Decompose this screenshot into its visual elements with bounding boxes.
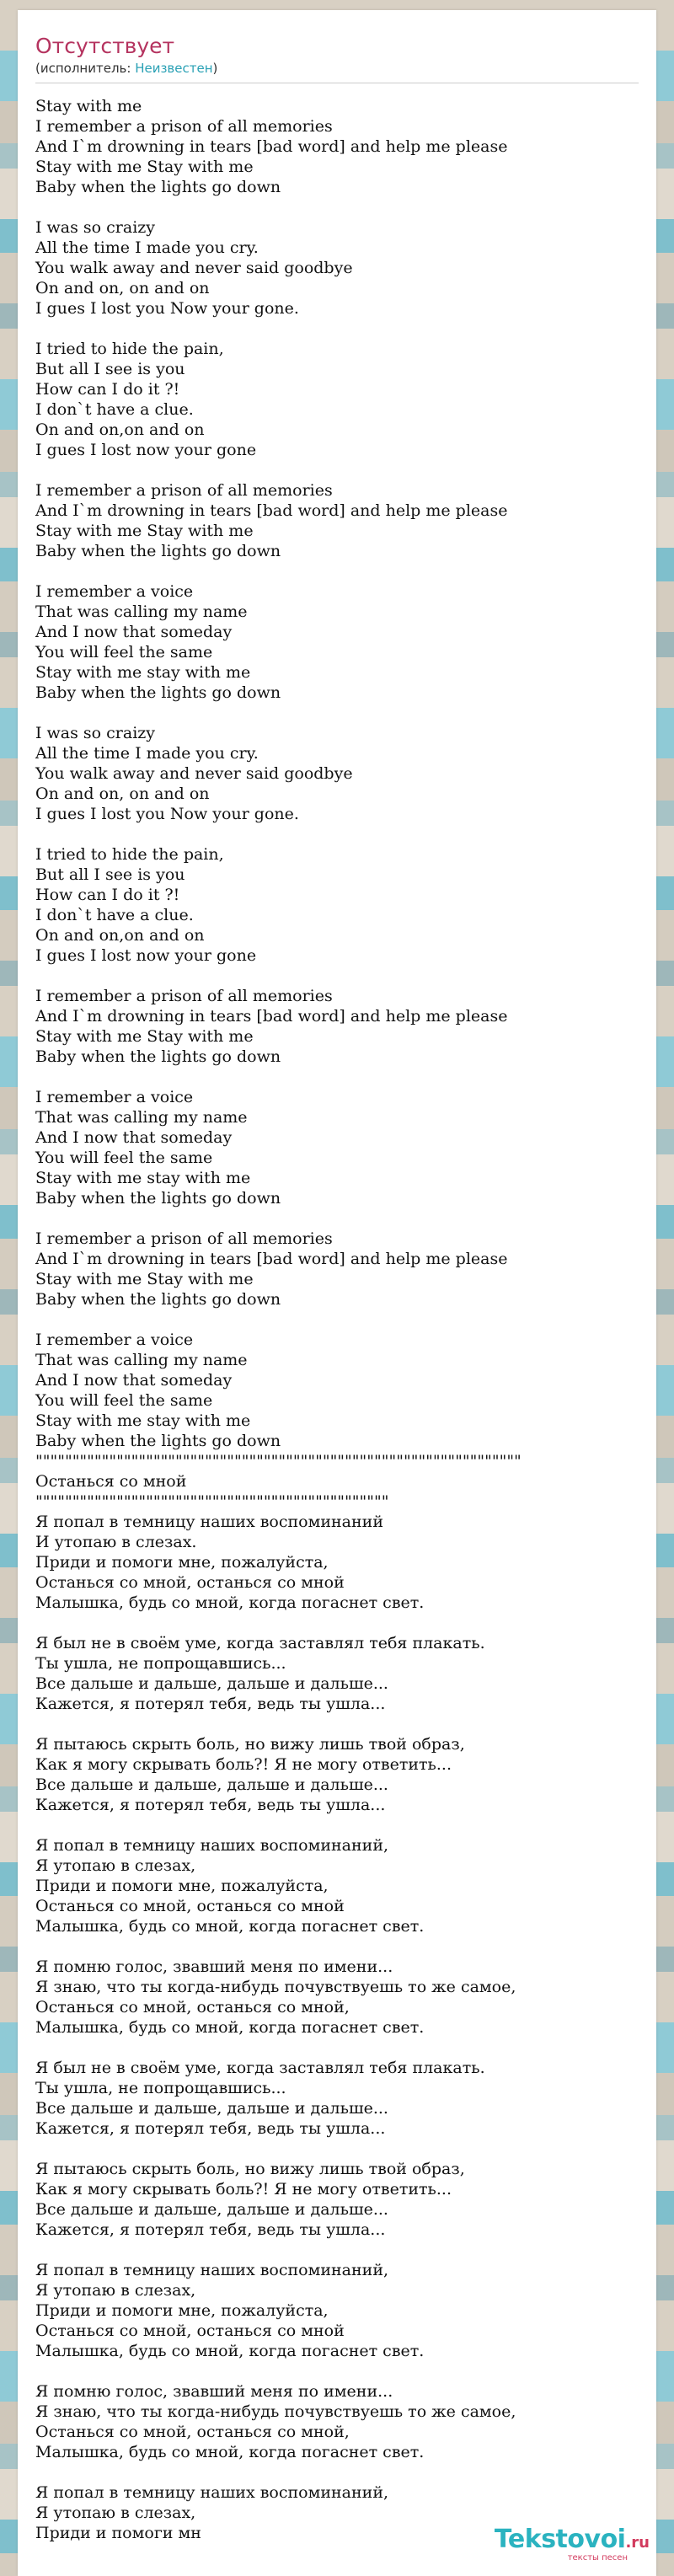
logo-domain: .ru — [625, 2534, 650, 2552]
song-title: Отсутствует — [35, 34, 175, 58]
artist-prefix: (исполнитель: — [35, 61, 136, 76]
artist-suffix: ) — [212, 61, 218, 76]
artist-line — [35, 62, 217, 75]
logo-brand: Tekstovoi — [494, 2525, 626, 2554]
artist-link[interactable]: Неизвестен — [135, 61, 213, 76]
lyrics-card — [18, 10, 656, 2576]
lyrics-text: Stay with me I remember a prison of all memories And I`m drowning in tears [bad word] and help me please Stay with me Stay with me Baby when the lights go down I was so craizy All the time I made you cry. You walk away and never said goodbye On and on, on and on I gues I lost you Now your gone. I tried to hide the pain, But all I see is you How can I do it ?! I don`t have a clue. On and on,on and on I gues I lost now your gone I remember a prison of all memories And I`m drowning in tears [bad word] and help me please Stay with me Stay with me Baby when the lights go down I remember a voice That was calling my name And I now that someday You will feel the same Stay with me stay with me Baby when the lights go down I was so craizy All the time I made you cry. You walk away and never said goodbye On and on, on and on I gues I lost you Now your gone. I tried to hide the pain, But all I see is you How can I do it ?! I don`t have a clue. On and on,on and on I gues I lost now your gone I remember a prison of all memories And I`m drowning in tears [bad word] and help me please Stay with me Stay with me Baby when the lights go down I remember a voice That was calling my name And I now that someday You will feel the same Stay with me stay with me Baby when the lights go down I remember a prison of all memories And I`m drowning in tears [bad word] and help me please Stay with me Stay with me Baby when the lights go down I remember a voice That was calling my name And I now that someday You will feel the same Stay with me stay with me Baby when the lights go down """""""""""""""""""""""""""""""""""""""""""""""""""""""""""""""""" Останься со мной """""""""""""""""""""""""""""""""""""""""""""""" Я попал в темницу наших воспоминаний И утопаю в слезах. Приди и помоги мне, пожалуйста, Останься со мной, останься со мной Малышка, будь со мной, когда погаснет свет. Я был не в своём уме, когда заставлял тебя плакать. Ты ушла, не попрощавшись... Все дальше и дальше, дальше и дальше... Кажется, я потерял тебя, ведь ты ушла... Я пытаюсь скрыть боль, но вижу лишь твой образ, Как я могу скрывать боль?! Я не могу ответить... Все дальше и дальше, дальше и дальше... Кажется, я потерял тебя, ведь ты ушла... Я попал в темницу наших воспоминаний, Я утопаю в слезах, Приди и помоги мне, пожалуйста, Останься со мной, останься со мной Малышка, будь со мной, когда погаснет свет. Я помню голос, звавший меня по имени... Я знаю, что ты когда-нибудь почувствуешь то же самое, Останься со мной, останься со мной, Малышка, будь со мной, когда погаснет свет. Я был не в своём уме, когда заставлял тебя плакать. Ты ушла, не попрощавшись... Все дальше и дальше, дальше и дальше... Кажется, я потерял тебя, ведь ты ушла... Я пытаюсь скрыть боль, но вижу лишь твой образ, Как я могу скрывать боль?! Я не могу ответить... Все дальше и дальше, дальше и дальше... Кажется, я потерял тебя, ведь ты ушла... Я попал в темницу наших воспоминаний, Я утопаю в слезах, Приди и помоги мне, пожалуйста, Останься со мной, останься со мной Малышка, будь со мной, когда погаснет свет. Я помню голос, звавший меня по имени... Я знаю, что ты когда-нибудь почувствуешь то же самое, Останься со мной, останься со мной, Малышка, будь со мной, когда погаснет свет. Я попал в темницу наших воспоминаний, Я утопаю в слезах, Приди и помоги мн — [35, 97, 522, 2542]
logo-tagline: тексты песен — [567, 2553, 628, 2563]
site-logo[interactable] — [495, 2527, 650, 2563]
